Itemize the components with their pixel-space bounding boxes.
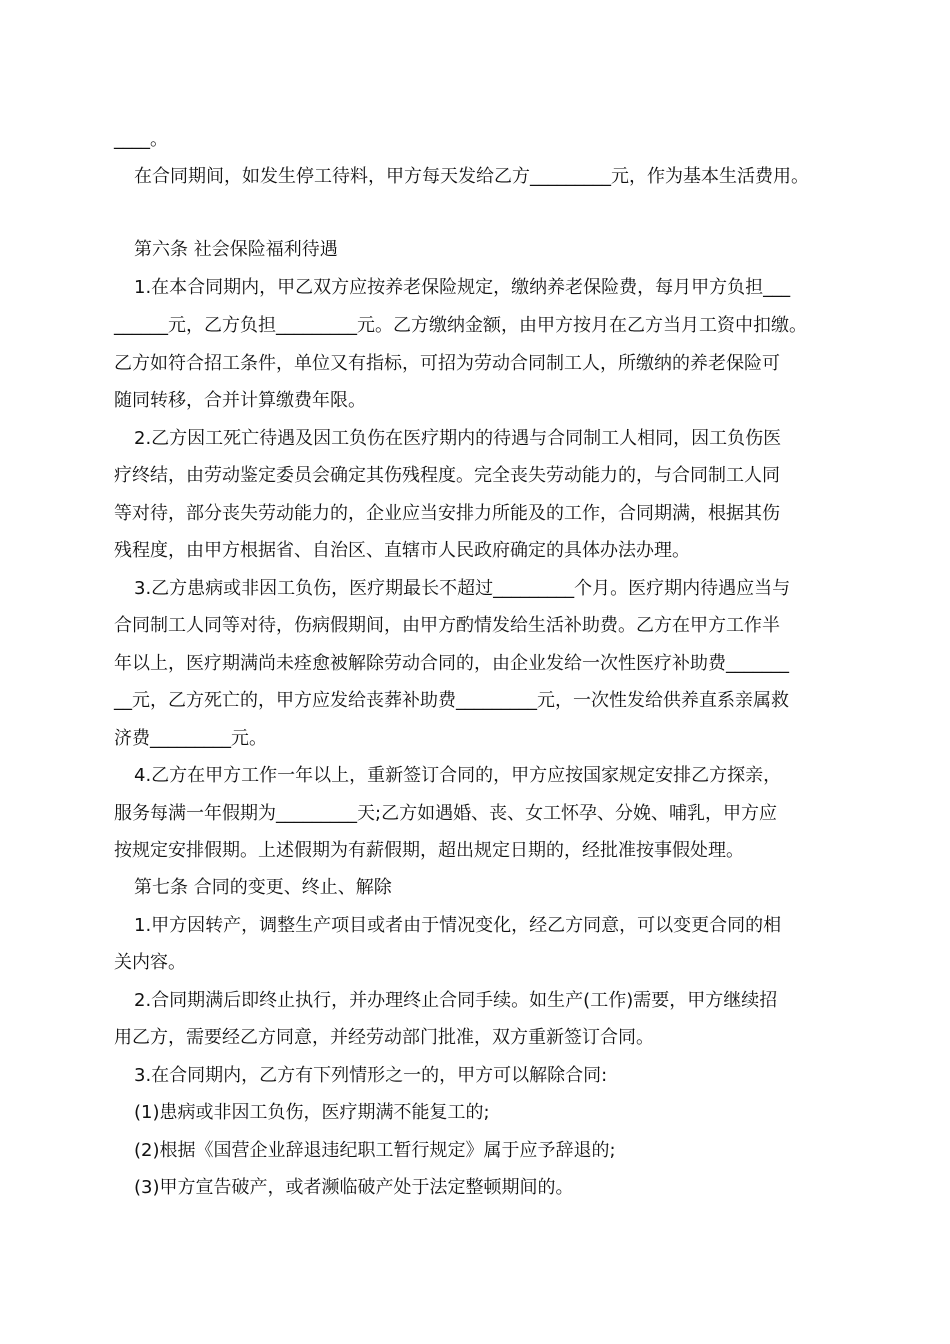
text-line: 服务每满一年假期为_________天;乙方如遇婚、丧、女工怀孕、分娩、哺乳，甲方应 bbox=[114, 803, 778, 824]
text-line: 3.乙方患病或非因工负伤，医疗期最长不超过_________个月。医疗期内待遇应当与 bbox=[134, 578, 791, 599]
text-line: 2.合同期满后即终止执行，并办理终止合同手续。如生产(工作)需要，甲方继续招 bbox=[134, 990, 778, 1011]
list-item: (3)甲方宣告破产，或者濒临破产处于法定整顿期间的。 bbox=[134, 1177, 574, 1198]
text-line: 关内容。 bbox=[114, 952, 186, 973]
list-item: (2)根据《国营企业辞退违纪职工暂行规定》属于应予辞退的; bbox=[134, 1140, 616, 1161]
text-line: 4.乙方在甲方工作一年以上，重新签订合同的，甲方应按国家规定安排乙方探亲， bbox=[134, 765, 782, 786]
text-line: 等对待，部分丧失劳动能力的，企业应当安排力所能及的工作，合同期满，根据其伤 bbox=[114, 503, 780, 524]
section-heading: 第六条 社会保险福利待遇 bbox=[134, 239, 338, 260]
text-line: 乙方如符合招工条件，单位又有指标，可招为劳动合同制工人，所缴纳的养老保险可 bbox=[114, 353, 780, 374]
text-line: 随同转移，合并计算缴费年限。 bbox=[114, 390, 366, 411]
section-heading: 第七条 合同的变更、终止、解除 bbox=[134, 877, 392, 898]
text-line: 1.甲方因转产，调整生产项目或者由于情况变化，经乙方同意，可以变更合同的相 bbox=[134, 915, 782, 936]
text-line: 合同制工人同等对待，伤病假期间，由甲方酌情发给生活补助费。乙方在甲方工作半 bbox=[114, 615, 780, 636]
text-line: 年以上，医疗期满尚未痊愈被解除劳动合同的，由企业发给一次性医疗补助费_______ bbox=[114, 653, 789, 674]
text-line: 残程度，由甲方根据省、自治区、直辖市人民政府确定的具体办法办理。 bbox=[114, 540, 690, 561]
text-line: ______元，乙方负担_________元。乙方缴纳金额，由甲方按月在乙方当月工资中扣缴。 bbox=[114, 315, 807, 336]
text-line: 2.乙方因工死亡待遇及因工负伤在医疗期内的待遇与合同制工人相同，因工负伤医 bbox=[134, 428, 782, 449]
text-line: 1.在本合同期内，甲乙双方应按养老保险规定，缴纳养老保险费，每月甲方负担___ bbox=[134, 277, 791, 298]
list-item: (1)患病或非因工负伤，医疗期满不能复工的; bbox=[134, 1102, 490, 1123]
text-line: __元，乙方死亡的，甲方应发给丧葬补助费_________元，一次性发给供养直系亲属救 bbox=[114, 690, 789, 711]
text-line: 疗终结，由劳动鉴定委员会确定其伤残程度。完全丧失劳动能力的，与合同制工人同 bbox=[114, 465, 780, 486]
text-line: 济费_________元。 bbox=[114, 728, 267, 749]
text-line: ____。 bbox=[114, 129, 168, 150]
text-line: 3.在合同期内，乙方有下列情形之一的，甲方可以解除合同: bbox=[134, 1065, 608, 1086]
text-line: 用乙方，需要经乙方同意，并经劳动部门批准，双方重新签订合同。 bbox=[114, 1027, 654, 1048]
text-line: 在合同期间，如发生停工待料，甲方每天发给乙方_________元，作为基本生活费用。 bbox=[134, 166, 809, 187]
text-line: 按规定安排假期。上述假期为有薪假期，超出规定日期的，经批准按事假处理。 bbox=[114, 840, 744, 861]
